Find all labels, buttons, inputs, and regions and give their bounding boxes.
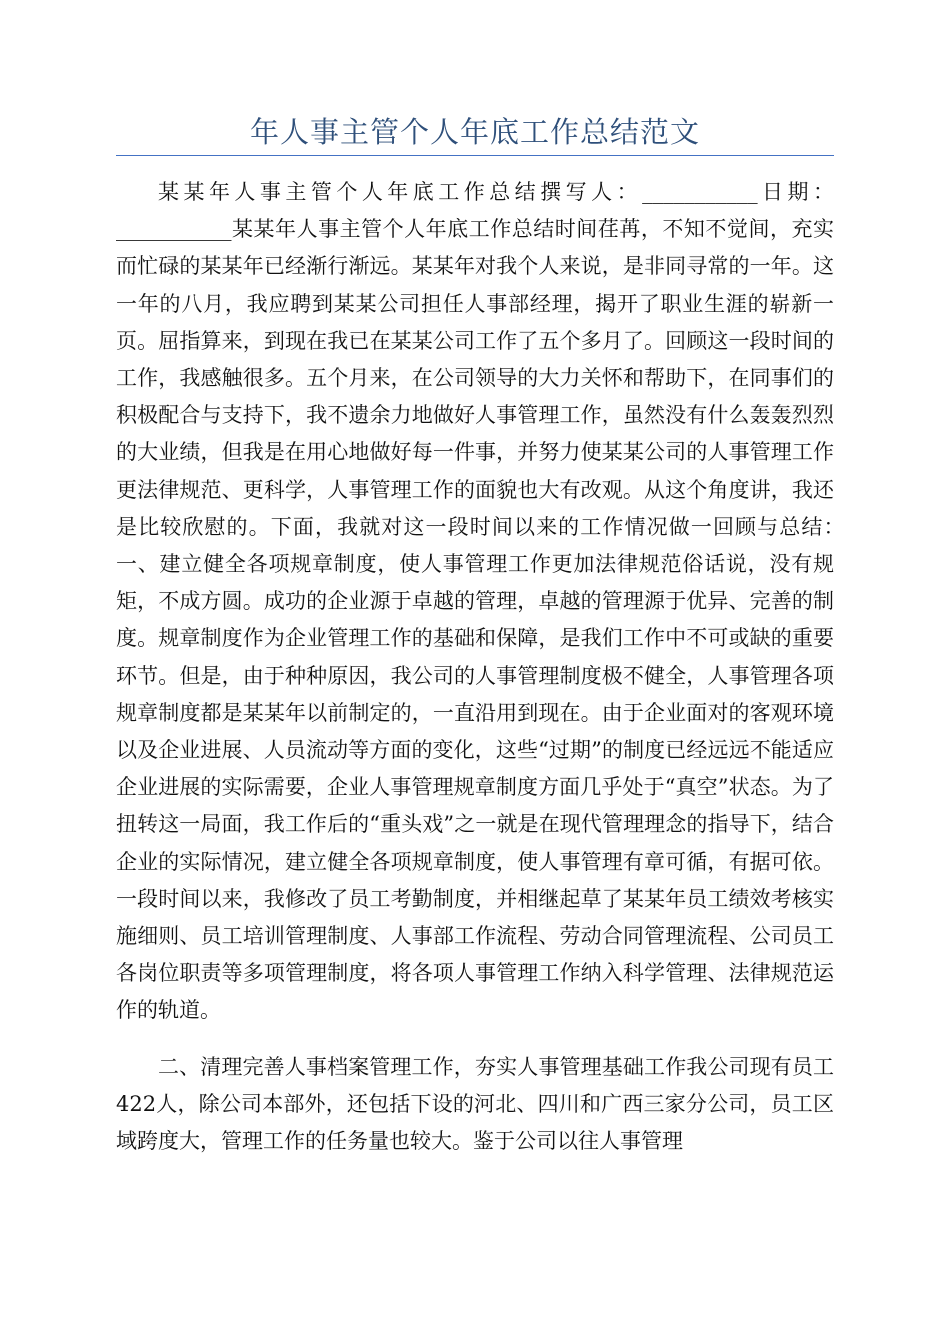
title-underline [116,155,834,156]
document-body [116,174,855,1160]
document-title: 年人事主管个人年底工作总结范文 [249,115,700,149]
body-paragraph: 二、清理完善人事档案管理工作，夯实人事管理基础工作我公司现有员工422人，除公司本部外，还包括下设的河北、四川和广西三家分公司，员工区域跨度大，管理工作的任务量也较大。鉴于公司以往人事管理 [116,1054,834,1154]
body-paragraph: 某某年人事主管个人年底工作总结撰写人：___________日期：___________某某年人事主管个人年底工作总结时间荏苒，不知不觉间，充实而忙碌的某某年已经渐行渐远。某某年对我个人来说，是非同寻常的一年。这一年的八月，我应聘到某某公司担任人事部经理，揭开了职业生涯的崭新一页。屈指算来，到现在我已在某某公司工作了五个多月了。回顾这一段时间的工作，我感触很多。五个月来，在公司领导的大力关怀和帮助下，在同事们的积极配合与支持下，我不遗余力地做好人事管理工作，虽然没有什么轰轰烈烈的大业绩，但我是在用心地做好每一件事，并努力使某某公司的人事管理工作更法律规范、更科学，人事管理工作的面貌也大有改观。从这个角度讲，我还是比较欣慰的。下面，我就对这一段时间以来的工作情况做一回顾与总结： 一、建立健全各项规章制度，使人事管理工作更加法律规范俗话说，没有规矩，不成方圆。成功的企业源于卓越的管理，卓越的管理源于优异、完善的制度。规章制度作为企业管理工作的基础和保障，是我们工作中不可或缺的重要环节。但是，由于种种原因，我公司的人事管理制度极不健全，人事管理各项规章制度都是某某年以前制定的，一直沿用到现在。由于企业面对的客观环境以及企业进展、人员流动等方面的变化，这些“过期”的制度已经远远不能适应企业进展的实际需要，企业人事管理规章制度方面几乎处于“真空”状态。为了扭转这一局面，我工作后的“重头戏”之一就是在现代管理理念的指导下，结合企业的实际情况，建立健全各项规章制度，使人事管理有章可循，有据可依。一段时间以来，我修改了员工考勤制度，并相继起草了某某年员工绩效考核实施细则、员工培训管理制度、人事部工作流程、劳动合同管理流程、公司员工各岗位职责等多项管理制度，将各项人事管理工作纳入科学管理、法律规范运作的轨道。 [116,180,855,1023]
